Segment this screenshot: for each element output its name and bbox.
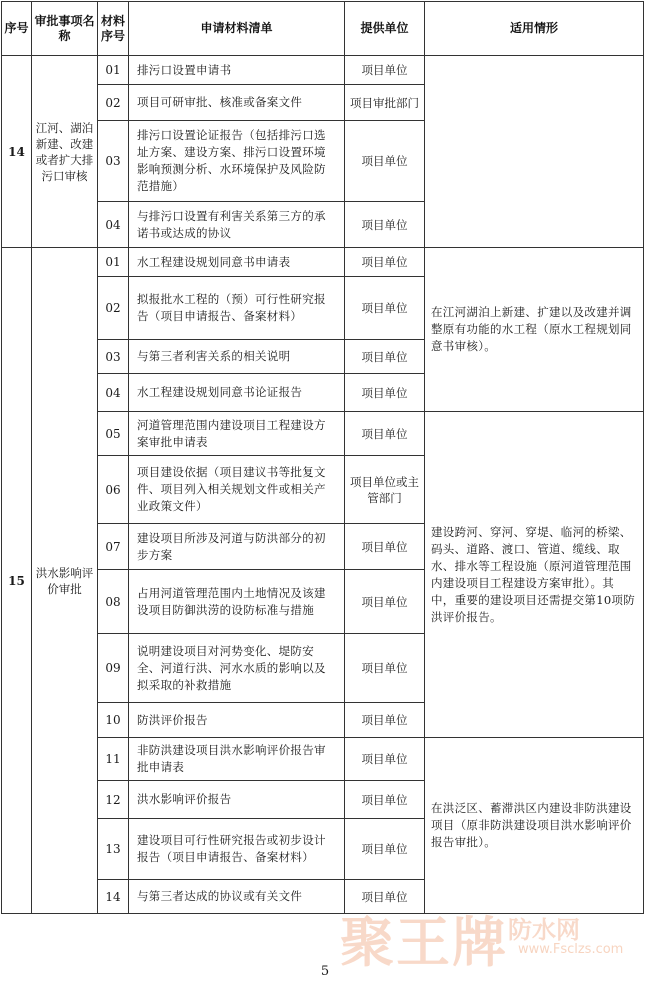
material-text: 与第三者利害关系的相关说明 [129, 340, 345, 374]
watermark-url: www.Fsclzs.com [518, 942, 624, 957]
header-provider: 提供单位 [345, 2, 425, 56]
group-number: 15 [2, 248, 32, 914]
material-number: 03 [98, 340, 129, 374]
condition-cell-empty [425, 56, 644, 248]
material-number: 09 [98, 634, 129, 703]
header-seq: 序号 [2, 2, 32, 56]
material-number: 12 [98, 781, 129, 819]
material-number: 02 [98, 277, 129, 340]
material-number: 07 [98, 524, 129, 570]
provider-unit: 项目单位 [345, 738, 425, 781]
material-text: 与第三者达成的协议或有关文件 [129, 880, 345, 914]
provider-unit: 项目单位 [345, 202, 425, 248]
table-row [2, 248, 644, 277]
material-text: 项目建设依据（项目建议书等批复文件、项目列入相关规划文件或相关产业政策文件） [129, 456, 345, 524]
group-item-name: 江河、湖泊新建、改建或者扩大排污口审核 [32, 56, 98, 248]
material-number: 10 [98, 703, 129, 738]
table-row [2, 738, 644, 781]
provider-unit: 项目单位 [345, 703, 425, 738]
material-number: 04 [98, 374, 129, 412]
material-number: 05 [98, 412, 129, 456]
provider-unit: 项目单位或主管部门 [345, 456, 425, 524]
header-item-name: 审批事项名称 [32, 2, 98, 56]
header-material-no: 材料序号 [98, 2, 129, 56]
material-text: 项目可研审批、核准或备案文件 [129, 85, 345, 121]
provider-unit: 项目单位 [345, 248, 425, 277]
provider-unit: 项目单位 [345, 121, 425, 202]
material-number: 03 [98, 121, 129, 202]
provider-unit: 项目单位 [345, 374, 425, 412]
material-text: 水工程建设规划同意书论证报告 [129, 374, 345, 412]
material-text: 占用河道管理范围内土地情况及该建设项目防御洪涝的设防标准与措施 [129, 570, 345, 634]
page-number: 5 [320, 964, 330, 979]
condition-cell: 在洪泛区、蓄滞洪区内建设非防洪建设项目（原非防洪建设项目洪水影响评价报告审批）。 [425, 738, 644, 914]
material-text: 防洪评价报告 [129, 703, 345, 738]
header-material-list: 申请材料清单 [129, 2, 345, 56]
material-number: 08 [98, 570, 129, 634]
material-text: 非防洪建设项目洪水影响评价报告审批申请表 [129, 738, 345, 781]
material-number: 13 [98, 819, 129, 880]
group-item-name: 洪水影响评价审批 [32, 248, 98, 914]
material-text: 拟报批水工程的（预）可行性研究报告（项目申请报告、备案材料） [129, 277, 345, 340]
provider-unit: 项目单位 [345, 634, 425, 703]
provider-unit: 项目单位 [345, 340, 425, 374]
condition-cell: 建设跨河、穿河、穿堤、临河的桥梁、码头、道路、渡口、管道、缆线、取水、排水等工程设施（原河道管理范围内建设项目工程建设方案审批）。其中，重要的建设项目还需提交第10项防洪评价报告。 [425, 412, 644, 738]
material-number: 06 [98, 456, 129, 524]
material-number: 14 [98, 880, 129, 914]
provider-unit: 项目单位 [345, 819, 425, 880]
provider-unit: 项目单位 [345, 880, 425, 914]
materials-table [1, 1, 644, 914]
material-text: 与排污口设置有利害关系第三方的承诺书或达成的协议 [129, 202, 345, 248]
provider-unit: 项目单位 [345, 524, 425, 570]
provider-unit: 项目单位 [345, 277, 425, 340]
material-number: 02 [98, 85, 129, 121]
material-text: 排污口设置论证报告（包括排污口选址方案、建设方案、排污口设置环境影响预测分析、水环境保护及风险防范措施） [129, 121, 345, 202]
material-text: 建设项目所涉及河道与防洪部分的初步方案 [129, 524, 345, 570]
material-text: 建设项目可行性研究报告或初步设计报告（项目申请报告、备案材料） [129, 819, 345, 880]
table-row [2, 412, 644, 456]
provider-unit: 项目单位 [345, 412, 425, 456]
material-text: 说明建设项目对河势变化、堤防安全、河道行洪、河水水质的影响以及拟采取的补救措施 [129, 634, 345, 703]
provider-unit: 项目审批部门 [345, 85, 425, 121]
group-number: 14 [2, 56, 32, 248]
material-text: 排污口设置申请书 [129, 56, 345, 85]
provider-unit: 项目单位 [345, 570, 425, 634]
condition-cell: 在江河湖泊上新建、扩建以及改建并调整原有功能的水工程（原水工程规划同意书审核）。 [425, 248, 644, 412]
material-number: 01 [98, 248, 129, 277]
watermark-side-text: 防水网 [508, 916, 580, 944]
material-number: 01 [98, 56, 129, 85]
header-condition: 适用情形 [425, 2, 644, 56]
watermark-main-text: 聚王牌 [340, 911, 508, 974]
material-text: 水工程建设规划同意书申请表 [129, 248, 345, 277]
provider-unit: 项目单位 [345, 56, 425, 85]
table-row [2, 56, 644, 85]
table-header-row [2, 2, 644, 56]
material-number: 11 [98, 738, 129, 781]
provider-unit: 项目单位 [345, 781, 425, 819]
material-text: 洪水影响评价报告 [129, 781, 345, 819]
material-number: 04 [98, 202, 129, 248]
material-text: 河道管理范围内建设项目工程建设方案审批申请表 [129, 412, 345, 456]
